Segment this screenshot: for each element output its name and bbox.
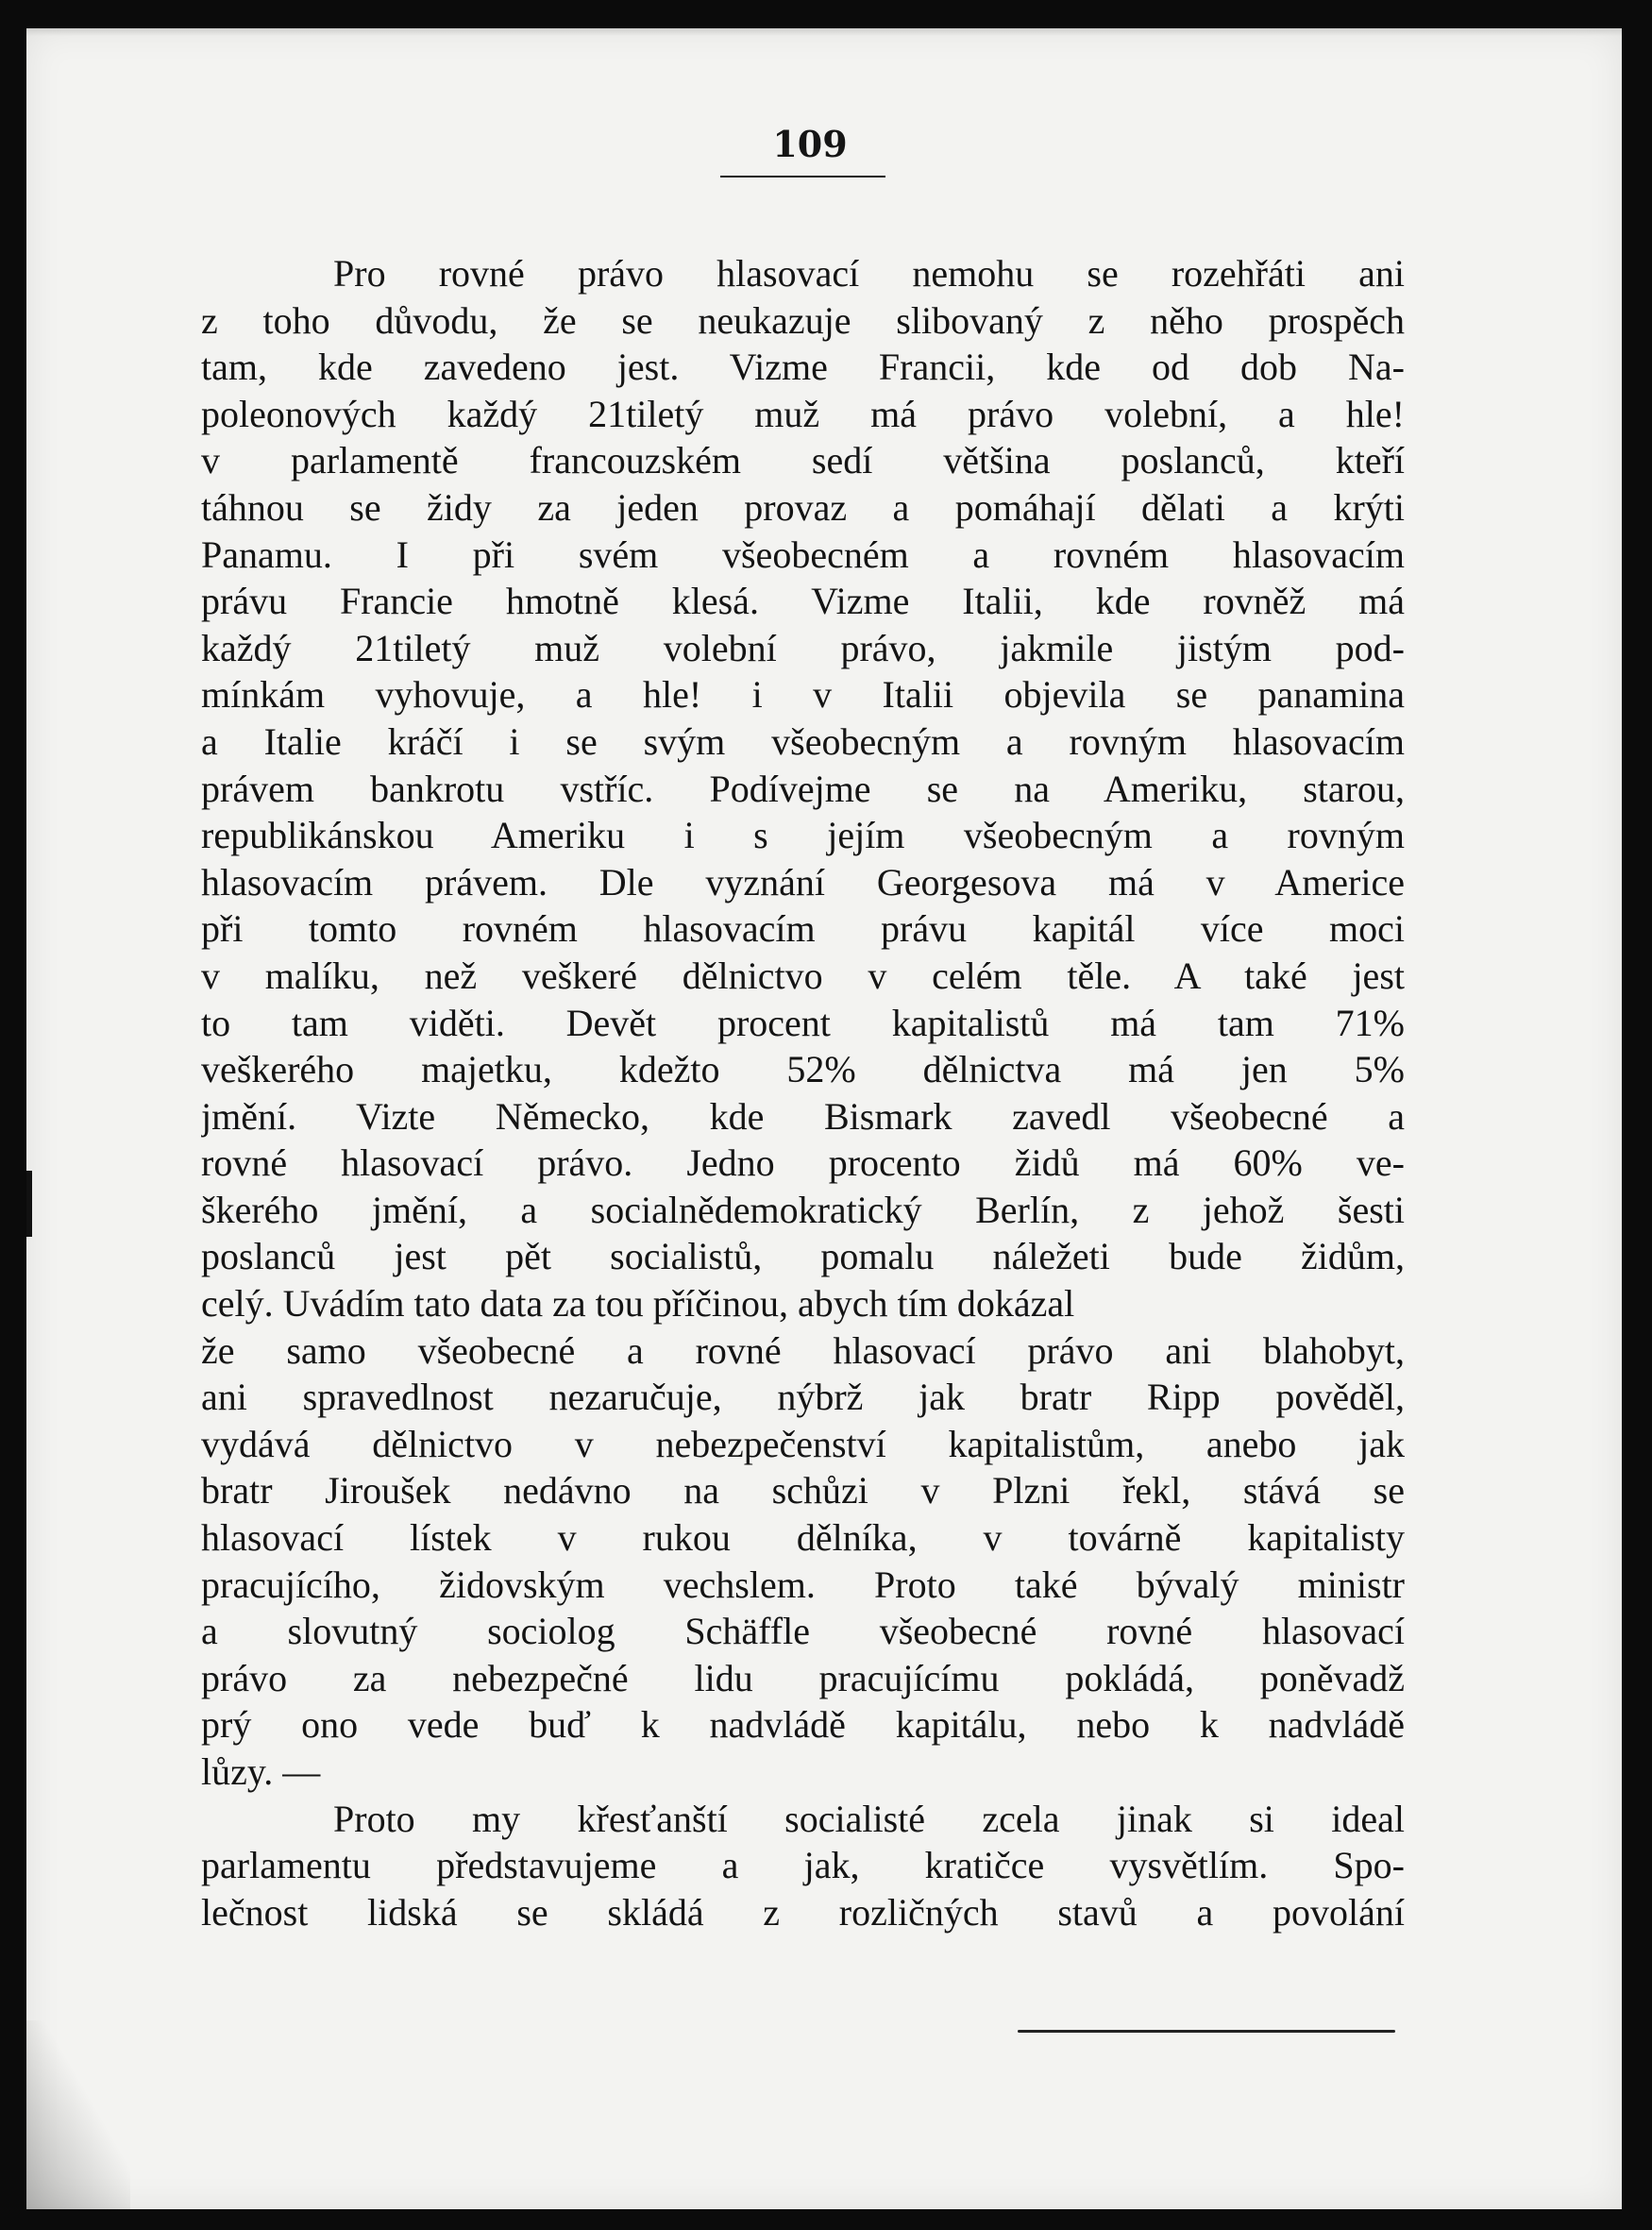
text-line: rovné hlasovací právo. Jedno procento židů má 60% ve- xyxy=(201,1141,1405,1185)
text-line: právu Francie hmotně klesá. Vizme Italii, kde rovněž má xyxy=(201,580,1405,623)
text-line: Proto my křesťanští socialisté zcela jinak si ideal xyxy=(333,1797,1405,1840)
text-line: a Italie kráčí i se svým všeobecným a rovným hlasovacím xyxy=(201,719,1405,763)
binding-mark xyxy=(26,1171,32,1237)
text-line: pracujícího, židovským vechslem. Proto také bývalý ministr xyxy=(201,1563,1405,1606)
text-line: právo za nebezpečné lidu pracujícímu pokládá, poněvadž xyxy=(201,1656,1405,1699)
text-line: škerého jmění, a socialnědemokratický Berlín, z jehož šesti xyxy=(201,1188,1405,1231)
scan-edge xyxy=(26,28,1622,36)
text-line: jmění. Vizte Německo, kde Bismark zavedl všeobecné a xyxy=(201,1094,1405,1138)
pencil-underline xyxy=(1018,2030,1395,2033)
text-line: každý 21tiletý muž volební právo, jakmile jistým pod- xyxy=(201,626,1405,669)
text-line: a slovutný sociolog Schäffle všeobecné rovné hlasovací xyxy=(201,1610,1405,1653)
text-line: Panamu. I při svém všeobecném a rovném hlasovacím xyxy=(201,532,1405,576)
text-line: tam, kde zavedeno jest. Vizme Francii, kde od dob Na- xyxy=(201,346,1405,389)
text-line: v parlamentě francouzském sedí většina poslanců, kteří xyxy=(201,439,1405,482)
text-line: parlamentu představujeme a jak, kratičce vysvětlím. Spo- xyxy=(201,1844,1405,1887)
text-line: poleonových každý 21tiletý muž má právo volební, a hle! xyxy=(201,392,1405,435)
page-number: 109 xyxy=(772,123,848,165)
text-line: Pro rovné právo hlasovací nemohu se rozehřáti ani xyxy=(333,252,1405,295)
text-line: v malíku, než veškeré dělnictvo v celém těle. A také jest xyxy=(201,954,1405,997)
page-number-rule xyxy=(720,176,885,177)
page-corner-shadow xyxy=(26,2020,130,2209)
text-line: prý ono vede buď k nadvládě kapitálu, nebo k nadvládě xyxy=(201,1703,1405,1747)
text-line: lůzy. — xyxy=(201,1750,321,1793)
body-text xyxy=(201,250,1405,1935)
text-line: celý. Uvádím tato data za tou příčinou, abych tím dokázal xyxy=(201,1282,1075,1326)
text-line: při tomto rovném hlasovacím právu kapitál více moci xyxy=(201,907,1405,951)
text-line: táhnou se židy za jeden provaz a pomáhají dělati a krýti xyxy=(201,485,1405,529)
text-line: republikánskou Ameriku i s jejím všeobecným a rovným xyxy=(201,814,1405,857)
text-line: vydává dělnictvo v nebezpečenství kapitalistům, anebo jak xyxy=(201,1422,1405,1465)
text-line: veškerého majetku, kdežto 52% dělnictva má jen 5% xyxy=(201,1048,1405,1091)
text-line: hlasovacím právem. Dle vyznání Georgesova má v Americe xyxy=(201,860,1405,904)
text-line: to tam viděti. Devět procent kapitalistů má tam 71% xyxy=(201,1001,1405,1044)
text-line: právem bankrotu vstříc. Podívejme se na Ameriku, starou, xyxy=(201,767,1405,810)
text-line: poslanců jest pět socialistů, pomalu náležeti bude židům, xyxy=(201,1235,1405,1278)
book-page xyxy=(26,28,1622,2209)
text-line: mínkám vyhovuje, a hle! i v Italii objevila se panamina xyxy=(201,673,1405,717)
text-line: lečnost lidská se skládá z rozličných stavů a povolání xyxy=(201,1890,1405,1934)
text-line: z toho důvodu, že se neukazuje slibovaný z něho prospěch xyxy=(201,298,1405,342)
text-line: ani spravedlnost nezaručuje, nýbrž jak bratr Ripp pověděl, xyxy=(201,1376,1405,1419)
text-line: že samo všeobecné a rovné hlasovací právo ani blahobyt, xyxy=(201,1328,1405,1372)
text-line: bratr Jiroušek nedávno na schůzi v Plzni řekl, stává se xyxy=(201,1469,1405,1512)
text-line: hlasovací lístek v rukou dělníka, v továrně kapitalisty xyxy=(201,1516,1405,1560)
